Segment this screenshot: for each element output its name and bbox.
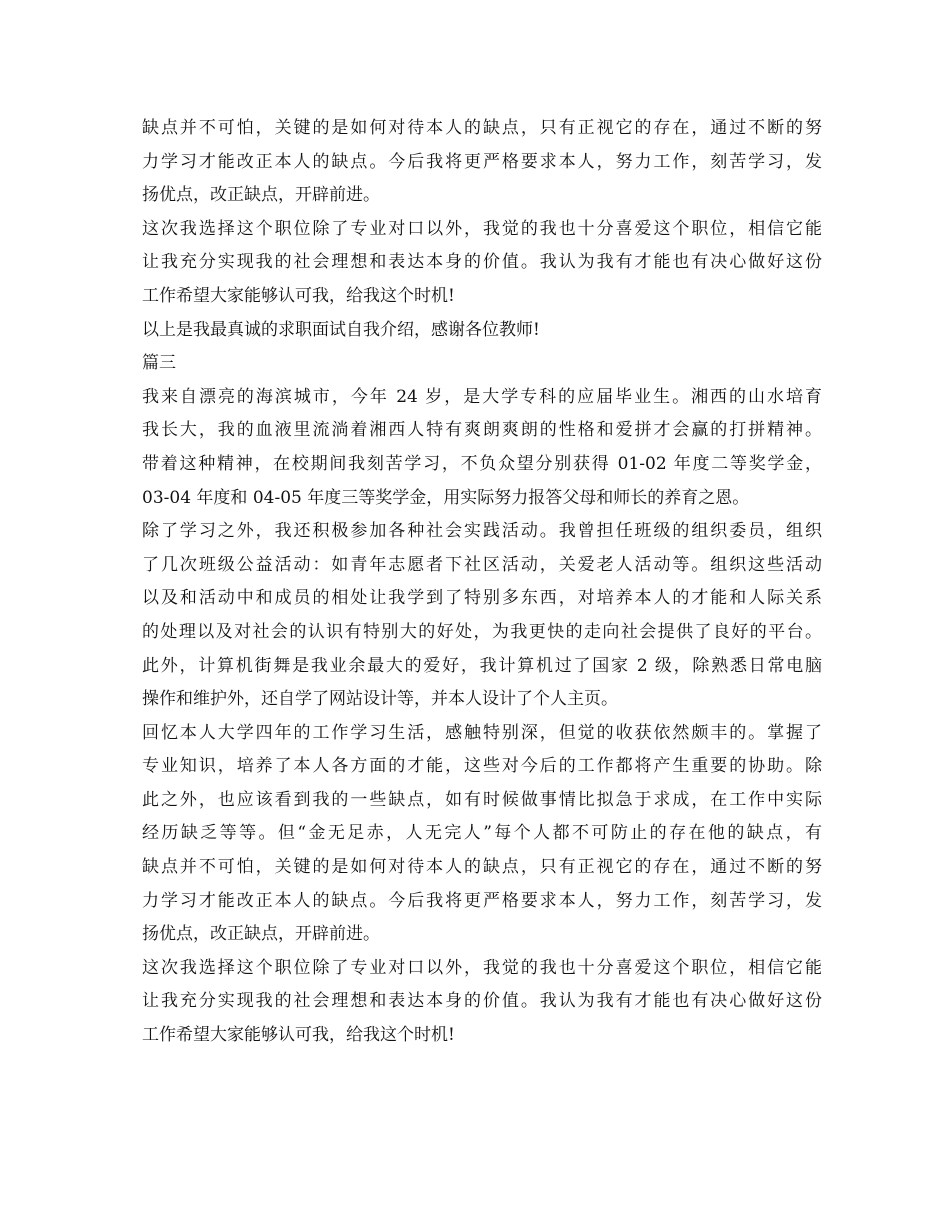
text-line: 此外，计算机街舞是我业余最大的爱好，我计算机过了国家 2 级，除熟悉日常电脑 <box>142 655 822 676</box>
text-line: 的处理以及对社会的认识有特别大的好处，为我更快的走向社会提供了良好的平台。 <box>142 621 822 642</box>
text-line: 以及和活动中和成员的相处让我学到了特别多东西，对培养本人的才能和人际关系 <box>142 588 822 609</box>
text-line: 扬优点，改正缺点，开辟前进。 <box>142 185 380 206</box>
text-line: 缺点并不可怕，关键的是如何对待本人的缺点，只有正视它的存在，通过不断的努 <box>142 118 822 138</box>
text-line: 03-04 年度和 04-05 年度三等奖学金，用实际努力报答父母和师长的养育之恩。 <box>142 487 750 508</box>
text-line: 工作希望大家能够认可我，给我这个时机! <box>142 1025 455 1046</box>
text-line: 力学习才能改正本人的缺点。今后我将更严格要求本人，努力工作，刻苦学习，发 <box>142 151 822 172</box>
text-line: 了几次班级公益活动：如青年志愿者下社区活动，关爱老人活动等。组织这些活动 <box>142 554 822 575</box>
text-line: 这次我选择这个职位除了专业对口以外，我觉的我也十分喜爱这个职位，相信它能 <box>142 218 822 239</box>
text-line: 以上是我最真诚的求职面试自我介绍，感谢各位教师! <box>142 319 540 340</box>
text-line: 工作希望大家能够认可我，给我这个时机! <box>142 285 455 306</box>
text-line: 操作和维护外，还自学了网站设计等，并本人设计了个人主页。 <box>142 689 618 710</box>
text-line: 专业知识，培养了本人各方面的才能，这些对今后的工作都将产生重要的协助。除 <box>142 756 822 777</box>
text-line: 扬优点，改正缺点，开辟前进。 <box>142 924 380 945</box>
text-line: 让我充分实现我的社会理想和表达本身的价值。我认为我有才能也有决心做好这份 <box>142 252 822 273</box>
text-line: 经历缺乏等等。但“金无足赤，人无完人”每个人都不可防止的存在他的缺点，有 <box>142 823 822 844</box>
text-line: 力学习才能改正本人的缺点。今后我将更严格要求本人，努力工作，刻苦学习，发 <box>142 890 822 911</box>
text-line: 回忆本人大学四年的工作学习生活，感触特别深，但觉的收获依然颇丰的。掌握了 <box>142 722 822 743</box>
text-line: 除了学习之外，我还积极参加各种社会实践活动。我曾担任班级的组织委员，组织 <box>142 521 822 542</box>
document-body <box>142 112 822 1053</box>
text-line: 缺点并不可怕，关键的是如何对待本人的缺点，只有正视它的存在，通过不断的努 <box>142 857 822 878</box>
text-line: 此之外，也应该看到我的一些缺点，如有时候做事情比拟急于求成，在工作中实际 <box>142 789 822 810</box>
text-line: 我来自漂亮的海滨城市，今年 24 岁，是大学专科的应届毕业生。湘西的山水培育 <box>142 386 822 407</box>
text-line: 我长大，我的血液里流淌着湘西人特有爽朗爽朗的性格和爱拼才会赢的打拼精神。 <box>142 420 822 441</box>
text-line: 带着这种精神，在校期间我刻苦学习，不负众望分别获得 01-02 年度二等奖学金， <box>142 453 822 474</box>
text-line: 这次我选择这个职位除了专业对口以外，我觉的我也十分喜爱这个职位，相信它能 <box>142 957 822 978</box>
text-line: 让我充分实现我的社会理想和表达本身的价值。我认为我有才能也有决心做好这份 <box>142 991 822 1012</box>
text-line: 篇三 <box>142 353 176 374</box>
